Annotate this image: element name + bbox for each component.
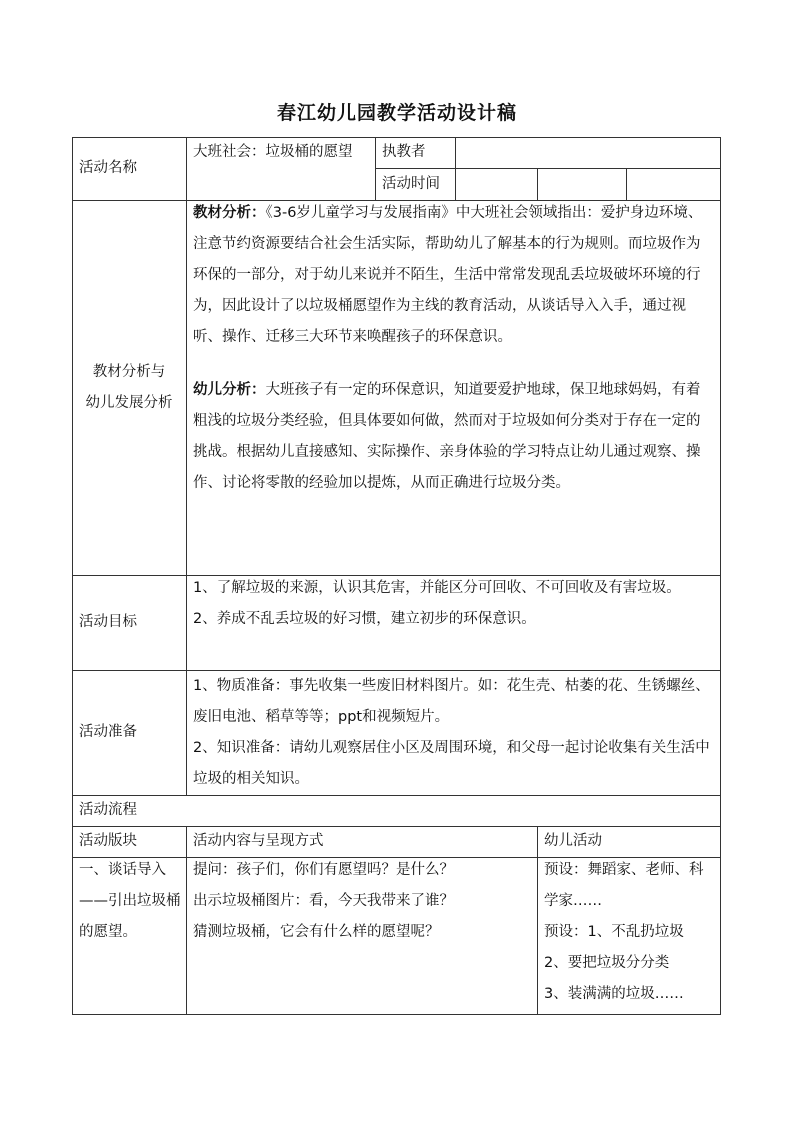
goals-content [186,573,720,668]
analysis-label [72,200,186,575]
material-analysis-title: 教材分析： [193,205,266,221]
time-cell-2 [537,168,626,200]
prep-item: 1、物质准备：事先收集一些废旧材料图片。如：花生壳、枯萎的花、生锈螺丝、废旧电池、稻草等等；ppt和视频短片。 [193,678,710,725]
goal-item: 2、养成不乱丢垃圾的好习惯，建立初步的环保意识。 [193,611,536,627]
goal-item: 1、了解垃圾的来源，认识其危害，并能区分可回收、不可回收及有害垃圾。 [193,580,681,596]
flow-content-1 [186,855,537,1012]
flow-child-1 [537,855,720,1012]
child-line: 预设：1、不乱扔垃圾 [544,924,684,940]
time-cell-3 [626,168,720,200]
activity-name-label: 活动名称 [79,160,137,176]
goals-label: 活动目标 [79,614,137,630]
flow-heading: 活动流程 [79,802,137,818]
analysis-label-line2: 幼儿发展分析 [85,394,173,411]
child-analysis-text: 大班孩子有一定的环保意识，知道要爱护地球，保卫地球妈妈，有着粗浅的垃圾分类经验，但具体要如何做，然而对于垃圾如何分类对于存在一定的挑战。根据幼儿直接感知、实际操作、亲身体验的学习特点让幼儿通过观察、操作、讨论将零散的经验加以提炼，从而正确进行垃圾分类。 [193,382,701,491]
teacher-label: 执教者 [382,144,426,160]
material-analysis-text: 《3-6岁儿童学习与发展指南》中大班社会领域指出：爱护身边环境、注意节约资源要结合社会生活实际，帮助幼儿了解基本的行为规则。而垃圾作为环保的一部分，对于幼儿来说并不陌生，生活中常常发现乱丢垃圾破坏环境的行为，因此设计了以垃圾桶愿望作为主线的教育活动，从谈话导入入手，通过视听、操作、迁移三大环节来唤醒孩子的环保意识。 [193,205,703,345]
analysis-content [186,198,720,573]
activity-name-value: 大班社会：垃圾桶的愿望 [193,144,353,160]
content-line: 提问：孩子们，你们有愿望吗？是什么？ [193,862,454,878]
prep-label: 活动准备 [79,724,137,740]
child-analysis [186,375,720,499]
teacher-value [455,137,720,168]
activity-time-label: 活动时间 [382,175,440,192]
flow-block-1: 一、谈话导入——引出垃圾桶的愿望。 [79,862,181,940]
col-header-content: 活动内容与呈现方式 [193,833,324,849]
analysis-label-line1: 教材分析与 [92,363,166,380]
material-analysis [186,198,720,353]
content-line: 猜测垃圾桶，它会有什么样的愿望呢？ [193,924,440,940]
content-line: 出示垃圾桶图片：看，今天我带来了谁？ [193,893,454,909]
child-analysis-title: 幼儿分析： [193,382,266,398]
child-line: 3、装满满的垃圾…… [544,986,684,1002]
col-header-child: 幼儿活动 [544,833,602,849]
page-title: 春江幼儿园教学活动设计稿 [276,102,517,124]
child-line: 2、要把垃圾分分类 [544,955,670,971]
prep-content [186,671,720,796]
col-header-block: 活动版块 [79,833,137,849]
child-line: 预设：舞蹈家、老师、科学家…… [544,862,704,909]
prep-item: 2、知识准备：请幼儿观察居住小区及周围环境，和父母一起讨论收集有关生活中垃圾的相关知识。 [193,740,710,787]
time-cell-1 [455,168,537,200]
